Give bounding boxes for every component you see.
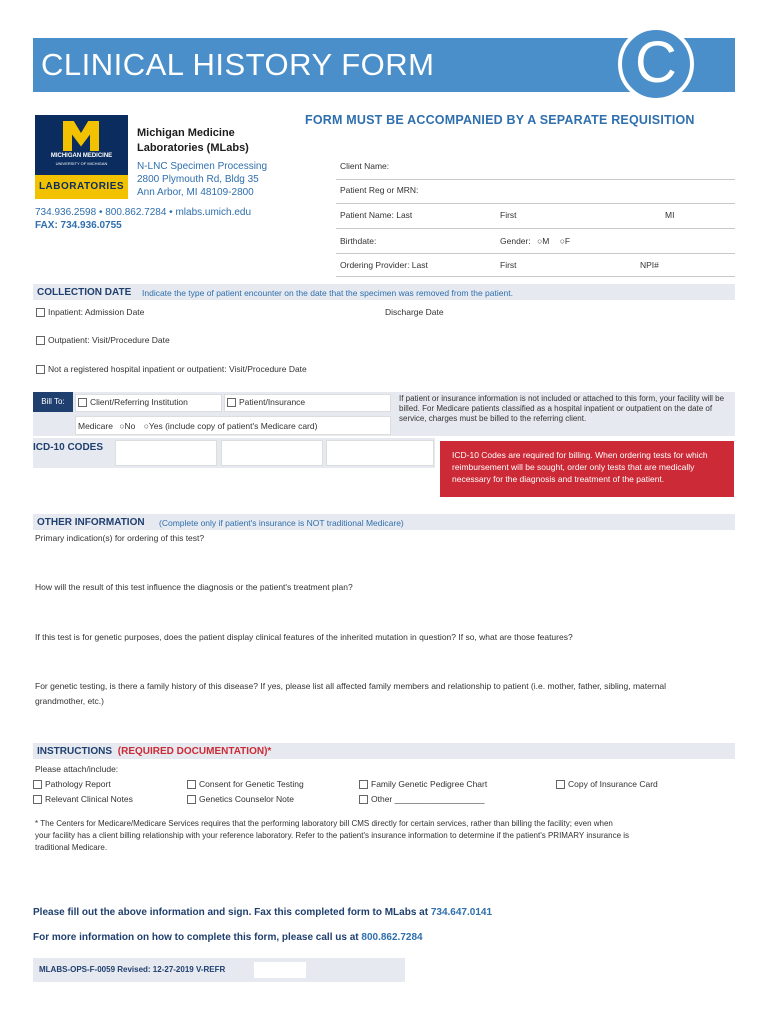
medicare-yes-label: Yes (include copy of patient's Medicare card) bbox=[148, 421, 318, 431]
collection-subtitle: Indicate the type of patient encounter on the date that the specimen was removed from the patient. bbox=[142, 288, 513, 298]
medicare-yes-radio[interactable]: ○Yes (include copy of patient's Medicare card) bbox=[143, 421, 318, 431]
gender-m-radio[interactable]: ○M bbox=[537, 236, 550, 246]
fax-instruction bbox=[33, 907, 492, 918]
checkbox-icon bbox=[33, 780, 42, 789]
gender-f-label: F bbox=[564, 236, 571, 246]
question-family-history-cont: grandmother, etc.) bbox=[35, 696, 104, 706]
counselor-note-label: Genetics Counselor Note bbox=[199, 794, 294, 804]
org-name-line2: Laboratories (MLabs) bbox=[137, 142, 249, 154]
consent-checkbox[interactable] bbox=[187, 779, 304, 789]
pedigree-checkbox[interactable] bbox=[359, 779, 487, 789]
consent-label: Consent for Genetic Testing bbox=[199, 779, 304, 789]
patient-last-label: Patient Name: Last bbox=[340, 210, 413, 220]
footnote-line3: traditional Medicare. bbox=[35, 843, 108, 852]
checkbox-icon bbox=[359, 780, 368, 789]
patient-reg-label: Patient Reg or MRN: bbox=[340, 185, 419, 195]
checkbox-icon bbox=[227, 398, 236, 407]
fax-number: 734.647.0141 bbox=[430, 907, 493, 918]
cms-footnote bbox=[35, 818, 735, 854]
clinical-notes-label: Relevant Clinical Notes bbox=[45, 794, 133, 804]
icd-code-field-1[interactable] bbox=[115, 440, 217, 466]
insurance-card-label: Copy of Insurance Card bbox=[568, 779, 658, 789]
contact-fax: FAX: 734.936.0755 bbox=[35, 220, 122, 231]
question-family-history: For genetic testing, is there a family history of this disease? If yes, please list all affected family members and relationship to patient (i.e. mother, father, sibling, maternal bbox=[35, 681, 667, 691]
call-instruction bbox=[33, 932, 423, 943]
footnote-line2: your facility has a client billing relationship with your reference laboratory. Refer to the patient's insurance information to determine if the patient's PRIMARY insurance is bbox=[35, 831, 630, 840]
michigan-medicine-logo bbox=[35, 115, 128, 199]
form-letter-badge: C bbox=[618, 26, 694, 102]
patient-reg-input[interactable] bbox=[336, 203, 735, 204]
birthdate-input[interactable] bbox=[336, 253, 735, 254]
footnote-line1: * The Centers for Medicare/Medicare Services requires that the performing laboratory bill CMS directly for certain services, rather than billing the facility; even when bbox=[35, 819, 613, 828]
org-name-line1: Michigan Medicine bbox=[137, 127, 235, 139]
medicare-no-radio[interactable]: ○No bbox=[119, 421, 136, 431]
billing-note: If patient or insurance information is not included or attached to this form, your facility will be billed. For Medicare patients classified as a hospital inpatient or outpatient on the date of service, charges must be billed to the referring client. bbox=[399, 394, 725, 423]
icd-title: ICD-10 CODES bbox=[33, 442, 104, 453]
bill-patient-checkbox[interactable] bbox=[227, 397, 305, 407]
form-id: MLABS-OPS-F-0059 Revised: 12-27-2019 V-REFR bbox=[39, 965, 226, 974]
form-title: CLINICAL HISTORY FORM bbox=[41, 47, 435, 82]
question-genetic-features: If this test is for genetic purposes, does the patient display clinical features of the inherited mutation in question? If so, what are those features? bbox=[35, 632, 573, 642]
medicare-no-label: No bbox=[124, 421, 136, 431]
attach-label: Please attach/include: bbox=[35, 764, 119, 774]
patient-name-input[interactable] bbox=[336, 228, 735, 229]
logo-labs: LABORATORIES bbox=[35, 175, 128, 199]
provider-first-label: First bbox=[500, 260, 517, 270]
not-registered-label: Not a registered hospital inpatient or outpatient: Visit/Procedure Date bbox=[48, 364, 307, 374]
block-m-icon bbox=[63, 121, 99, 151]
bill-patient-label: Patient/Insurance bbox=[239, 397, 306, 407]
org-address bbox=[137, 160, 267, 199]
form-id-blank bbox=[254, 962, 306, 978]
icd-notice: ICD-10 Codes are required for billing. When ordering tests for which reimbursement will be sought, order only tests that are medically necessary for the diagnosis and treatment of the patient. bbox=[440, 441, 734, 497]
address-line3: Ann Arbor, MI 48109-2800 bbox=[137, 187, 254, 198]
instructions-required: (REQUIRED DOCUMENTATION)* bbox=[117, 746, 272, 757]
instructions-title-group bbox=[37, 746, 271, 757]
npi-label: NPI# bbox=[640, 260, 659, 270]
counselor-note-checkbox[interactable] bbox=[187, 794, 294, 804]
discharge-label: Discharge Date bbox=[385, 307, 444, 317]
fax-instruction-text: Please fill out the above information and sign. Fax this completed form to MLabs at bbox=[33, 907, 429, 918]
client-name-input[interactable] bbox=[336, 179, 735, 180]
not-registered-checkbox[interactable] bbox=[36, 364, 307, 374]
icd-code-field-2[interactable] bbox=[221, 440, 323, 466]
gender-f-radio[interactable]: ○F bbox=[559, 236, 571, 246]
logo-name: MICHIGAN MEDICINE bbox=[50, 153, 113, 159]
address-line2: 2800 Plymouth Rd, Bldg 35 bbox=[137, 174, 259, 185]
instructions-title: INSTRUCTIONS bbox=[37, 746, 112, 757]
inpatient-checkbox[interactable] bbox=[36, 307, 144, 317]
pathology-report-checkbox[interactable] bbox=[33, 779, 111, 789]
form-id-bar bbox=[33, 958, 405, 982]
bill-to-label: Bill To: bbox=[33, 392, 73, 412]
inpatient-label: Inpatient: Admission Date bbox=[48, 307, 145, 317]
medicare-group bbox=[78, 421, 317, 431]
patient-first-label: First bbox=[500, 210, 517, 220]
bill-client-label: Client/Referring Institution bbox=[90, 397, 188, 407]
gender-label: Gender: bbox=[500, 236, 531, 246]
checkbox-icon bbox=[359, 795, 368, 804]
question-indication: Primary indication(s) for ordering of this test? bbox=[35, 533, 205, 543]
medicare-label: Medicare bbox=[78, 421, 113, 431]
provider-last-label: Ordering Provider: Last bbox=[340, 260, 428, 270]
client-name-label: Client Name: bbox=[340, 161, 390, 171]
patient-mi-label: MI bbox=[665, 210, 675, 220]
gender-group bbox=[500, 236, 570, 246]
checkbox-icon bbox=[36, 365, 45, 374]
gender-m-label: M bbox=[542, 236, 550, 246]
question-influence: How will the result of this test influence the diagnosis or the patient's treatment plan? bbox=[35, 582, 353, 592]
icd-code-field-3[interactable] bbox=[326, 440, 434, 466]
outpatient-label: Outpatient: Visit/Procedure Date bbox=[48, 335, 170, 345]
bill-client-checkbox[interactable] bbox=[78, 397, 188, 407]
clinical-notes-checkbox[interactable] bbox=[33, 794, 133, 804]
other-title: OTHER INFORMATION bbox=[37, 517, 145, 528]
org-name bbox=[137, 126, 249, 156]
pedigree-label: Family Genetic Pedigree Chart bbox=[371, 779, 488, 789]
contact-phones: 734.936.2598 • 800.862.7284 • mlabs.umich.edu bbox=[35, 207, 252, 218]
checkbox-icon bbox=[33, 795, 42, 804]
other-doc-checkbox[interactable] bbox=[359, 794, 484, 804]
checkbox-icon bbox=[187, 780, 196, 789]
checkbox-icon bbox=[36, 336, 45, 345]
other-doc-label: Other bbox=[371, 794, 393, 804]
call-number: 800.862.7284 bbox=[361, 932, 423, 943]
collection-title: COLLECTION DATE bbox=[37, 287, 132, 298]
checkbox-icon bbox=[36, 308, 45, 317]
insurance-card-checkbox[interactable] bbox=[556, 779, 658, 789]
other-doc-input[interactable]: ___________________ bbox=[394, 794, 485, 804]
birthdate-label: Birthdate: bbox=[340, 236, 377, 246]
address-line1: N-LNC Specimen Processing bbox=[137, 161, 268, 172]
checkbox-icon bbox=[78, 398, 87, 407]
checkbox-icon bbox=[187, 795, 196, 804]
logo-sub: UNIVERSITY OF MICHIGAN bbox=[55, 161, 108, 166]
provider-input[interactable] bbox=[336, 276, 735, 277]
other-subtitle: (Complete only if patient's insurance is NOT traditional Medicare) bbox=[159, 518, 404, 528]
checkbox-icon bbox=[556, 780, 565, 789]
requisition-notice: FORM MUST BE ACCOMPANIED BY A SEPARATE REQUISITION bbox=[305, 113, 695, 127]
outpatient-checkbox[interactable] bbox=[36, 335, 170, 345]
pathology-report-label: Pathology Report bbox=[45, 779, 111, 789]
call-instruction-text: For more information on how to complete this form, please call us at bbox=[33, 932, 359, 943]
